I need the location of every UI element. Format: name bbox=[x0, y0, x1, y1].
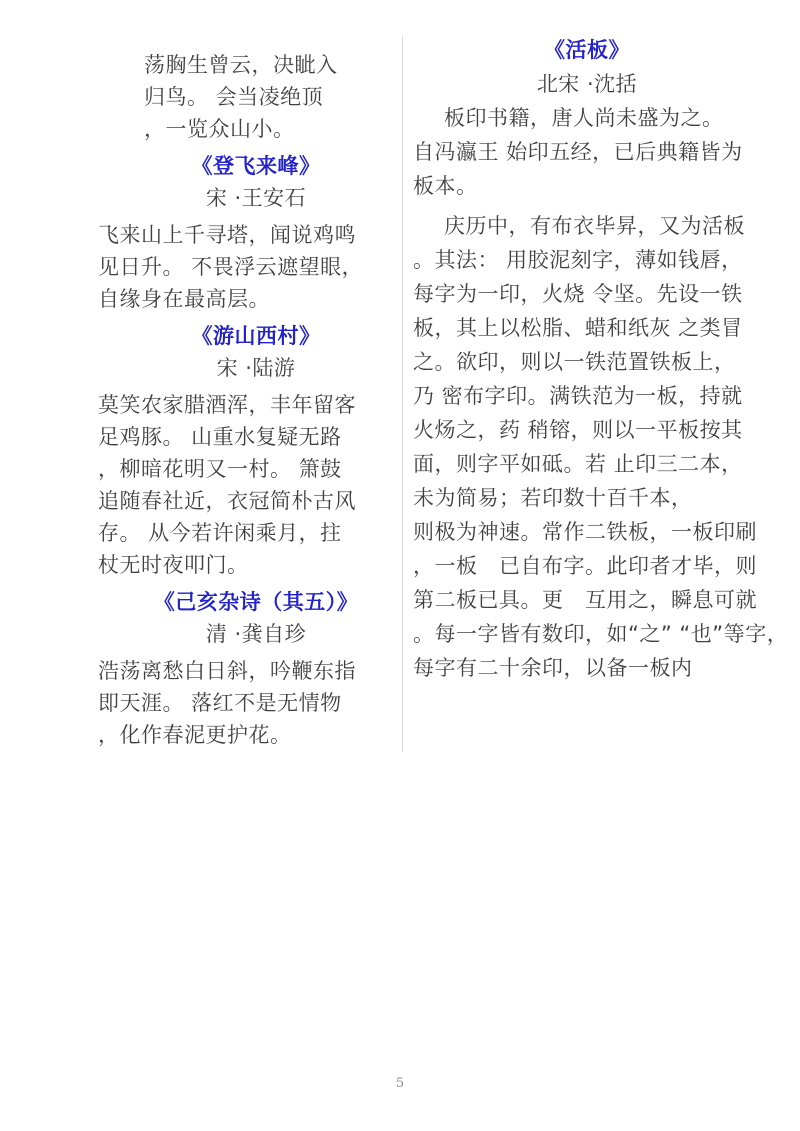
poem-line: 莫笑农家腊酒浑，丰年留客 bbox=[98, 393, 356, 417]
poem-author: 清 ·龚自珍 bbox=[205, 622, 307, 646]
prose-title: 《活板》 bbox=[544, 38, 630, 62]
poem-line: 存。 从今若许闲乘月，拄 bbox=[98, 521, 342, 545]
poem-line: 足鸡豚。 山重水复疑无路 bbox=[98, 425, 342, 449]
prose-line: 板本。 bbox=[413, 174, 478, 198]
poem-line: ，化作春泥更护花。 bbox=[98, 723, 292, 747]
prose-line: 庆历中，有布衣毕昇，又为活板 bbox=[444, 214, 745, 238]
right-column bbox=[413, 33, 789, 685]
poem-author: 宋 ·王安石 bbox=[205, 186, 307, 210]
poem-title: 《己亥杂诗（其五）》 bbox=[153, 590, 359, 614]
poem-title: 《登飞来峰》 bbox=[191, 154, 321, 178]
left-column bbox=[98, 49, 414, 751]
poem-line: 杖无时夜叩门。 bbox=[98, 553, 249, 577]
poem-line: 飞来山上千寻塔，闻说鸡鸣 bbox=[98, 223, 356, 247]
page-number: 5 bbox=[395, 1076, 405, 1091]
prose-line: ，一板 已自布字。此印者才毕，则 bbox=[413, 554, 757, 578]
prose-line: 则极为神速。常作二铁板，一板印刷 bbox=[413, 520, 757, 544]
column-divider bbox=[402, 36, 403, 752]
poem-author: 宋 ·陆游 bbox=[216, 356, 296, 380]
prose-line: 乃 密布字印。满铁范为一板，持就 bbox=[413, 384, 743, 408]
poem-line: 归鸟。 会当凌绝顶 bbox=[144, 85, 324, 109]
poem-line: 即天涯。 落红不是无情物 bbox=[98, 691, 342, 715]
prose-line: 未为简易；若印数十百千本， bbox=[413, 486, 693, 510]
prose-line: 之。欲印，则以一铁范置铁板上， bbox=[413, 350, 736, 374]
prose-line: 。每一字皆有数印，如“之” “也”等字， bbox=[413, 622, 789, 646]
prose-line: 第二板已具。更 互用之，瞬息可就 bbox=[413, 588, 757, 612]
prose-line: 自冯瀛王 始印五经，已后典籍皆为 bbox=[413, 140, 743, 164]
poem-line: 自缘身在最高层。 bbox=[98, 287, 270, 311]
prose-author: 北宋 ·沈括 bbox=[536, 72, 638, 96]
poem-title: 《游山西村》 bbox=[191, 324, 321, 348]
prose-line: 每字为一印，火烧 令坚。先设一铁 bbox=[413, 282, 743, 306]
prose-line: 板，其上以松脂、蜡和纸灰 之类冒 bbox=[413, 316, 743, 340]
poem-line: 浩荡离愁白日斜，吟鞭东指 bbox=[98, 659, 356, 683]
poem-line: 追随春社近，衣冠简朴古风 bbox=[98, 489, 356, 513]
poem-line: 见日升。 不畏浮云遮望眼， bbox=[98, 255, 364, 279]
prose-line: 板印书籍，唐人尚未盛为之。 bbox=[444, 106, 724, 130]
poem-line: ，柳暗花明又一村。 箫鼓 bbox=[98, 457, 342, 481]
prose-line: 火炀之，药 稍镕，则以一平板按其 bbox=[413, 418, 743, 442]
prose-line: 面，则字平如砥。若 止印三二本， bbox=[413, 452, 743, 476]
poem-line: 荡胸生曾云，决眦入 bbox=[144, 53, 338, 77]
prose-line: 每字有二十余印，以备一板内 bbox=[413, 656, 693, 680]
prose-line: 。其法： 用胶泥刻字，薄如钱唇， bbox=[413, 248, 743, 272]
poem-line: ，一览众山小。 bbox=[144, 117, 295, 141]
